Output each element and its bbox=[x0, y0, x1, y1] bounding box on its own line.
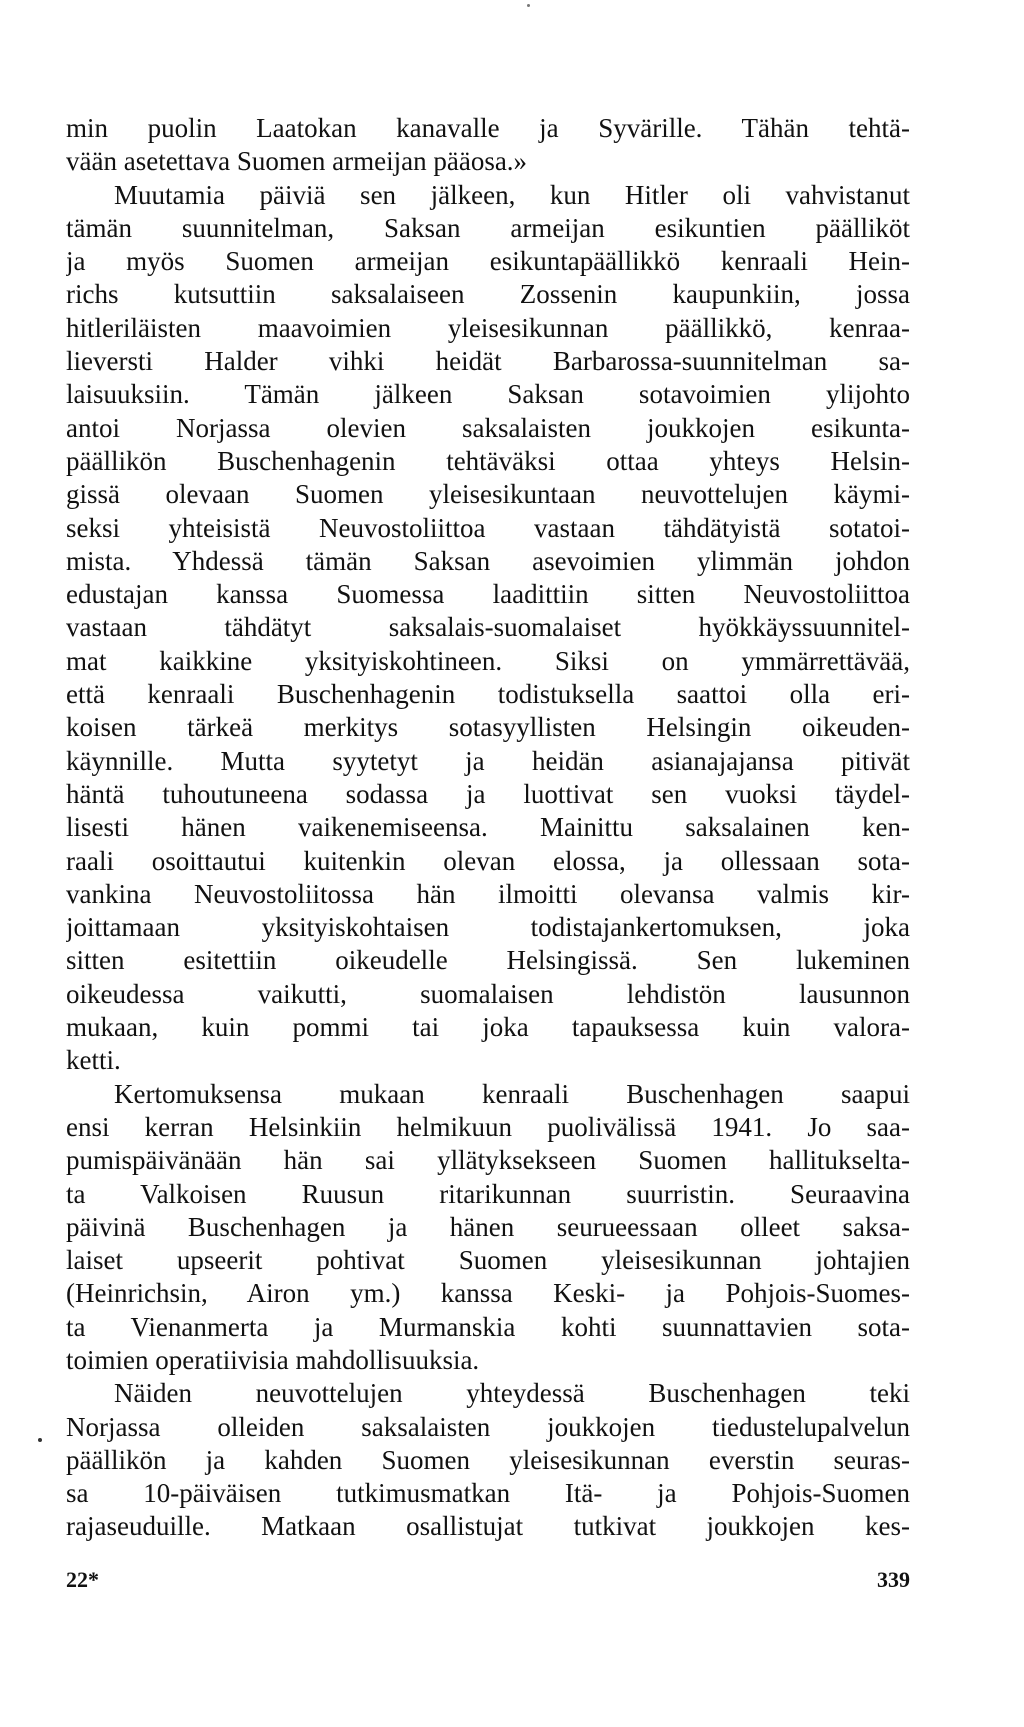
text-line: toimien operatiivisia mahdollisuuksia. bbox=[66, 1344, 480, 1375]
signature-mark: 22* bbox=[66, 1567, 99, 1592]
text-line: vään asetettava Suomen armeijan pääosa.» bbox=[66, 146, 528, 177]
text-line: seksi yhteisistä Neuvostoliittoa vastaan tähdätyistä sotatoi- bbox=[66, 512, 910, 543]
margin-mark bbox=[38, 1438, 42, 1442]
text-line: että kenraali Buschenhagenin todistuksella saattoi olla eri- bbox=[66, 679, 910, 710]
text-line: mista. Yhdessä tämän Saksan asevoimien ylimmän johdon bbox=[66, 545, 910, 576]
text-line: lisesti hänen vaikenemiseensa. Mainittu saksalainen ken- bbox=[66, 812, 910, 843]
page-footer bbox=[66, 1565, 910, 1595]
text-line: antoi Norjassa olevien saksalaisten joukkojen esikunta- bbox=[66, 412, 910, 443]
text-line: hitleriläisten maavoimien yleisesikunnan päällikkö, kenraa- bbox=[66, 312, 910, 343]
text-line: lieversti Halder vihki heidät Barbarossa-suunnitelman sa- bbox=[66, 346, 910, 377]
text-line: gissä olevaan Suomen yleisesikuntaan neuvottelujen käymi- bbox=[66, 479, 910, 510]
text-line: koisen tärkeä merkitys sotasyyllisten Helsingin oikeuden- bbox=[66, 712, 910, 743]
text-line: rajaseuduille. Matkaan osallistujat tutkivat joukkojen kes- bbox=[66, 1511, 910, 1542]
text-line: Näiden neuvottelujen yhteydessä Buschenhagen teki bbox=[114, 1378, 910, 1409]
body-text bbox=[66, 112, 910, 1544]
text-line: edustajan kanssa Suomessa laadittiin sitten Neuvostoliittoa bbox=[66, 579, 910, 610]
text-line: richs kutsuttiin saksalaiseen Zossenin kaupunkiin, jossa bbox=[66, 279, 910, 310]
text-line: (Heinrichsin, Airon ym.) kanssa Keski- ja Pohjois-Suomes- bbox=[66, 1278, 910, 1309]
text-line: min puolin Laatokan kanavalle ja Syvärille. Tähän tehtä- bbox=[66, 113, 910, 143]
page-number: 339 bbox=[877, 1567, 910, 1592]
text-line: päällikön Buschenhagenin tehtäväksi ottaa yhteys Helsin- bbox=[66, 445, 910, 476]
text-line: ja myös Suomen armeijan esikuntapäällikkö kenraali Hein- bbox=[66, 246, 910, 277]
text-line: vastaan tähdätyt saksalais-suomalaiset hyökkäyssuunnitel- bbox=[66, 612, 910, 643]
text-line: laisuuksiin. Tämän jälkeen Saksan sotavoimien ylijohto bbox=[66, 379, 910, 410]
text-line: käynnille. Mutta syytetyt ja heidän asianajajansa pitivät bbox=[66, 745, 910, 776]
text-line: ketti. bbox=[66, 1045, 121, 1076]
scan-speck bbox=[527, 4, 530, 7]
text-line: raali osoittautui kuitenkin olevan elossa, ja ollessaan sota- bbox=[66, 845, 910, 876]
text-line: mukaan, kuin pommi tai joka tapauksessa kuin valora- bbox=[66, 1012, 910, 1043]
text-line: häntä tuhoutuneena sodassa ja luottivat sen vuoksi täydel- bbox=[66, 778, 910, 809]
text-line: laiset upseerit pohtivat Suomen yleisesikunnan johtajien bbox=[66, 1245, 910, 1276]
text-line: pumispäivänään hän sai yllätyksekseen Suomen hallitukselta- bbox=[66, 1145, 910, 1176]
text-line: vankina Neuvostoliitossa hän ilmoitti olevansa valmis kir- bbox=[66, 878, 910, 909]
text-line: Norjassa olleiden saksalaisten joukkojen tiedustelupalvelun bbox=[66, 1411, 910, 1442]
text-line: päivinä Buschenhagen ja hänen seurueessaan olleet saksa- bbox=[66, 1211, 910, 1242]
text-line: Kertomuksensa mukaan kenraali Buschenhagen saapui bbox=[114, 1078, 910, 1109]
text-line: sa 10-päiväisen tutkimusmatkan Itä- ja Pohjois-Suomen bbox=[66, 1478, 910, 1509]
text-line: ensi kerran Helsinkiin helmikuun puolivälissä 1941. Jo saa- bbox=[66, 1111, 910, 1142]
text-line: ta Valkoisen Ruusun ritarikunnan suurristin. Seuraavina bbox=[66, 1178, 910, 1209]
text-line: päällikön ja kahden Suomen yleisesikunnan everstin seuras- bbox=[66, 1444, 910, 1475]
text-line: ta Vienanmerta ja Murmanskia kohti suunnattavien sota- bbox=[66, 1311, 910, 1342]
text-line: oikeudessa vaikutti, suomalaisen lehdistön lausunnon bbox=[66, 978, 910, 1009]
text-line: tämän suunnitelman, Saksan armeijan esikuntien päälliköt bbox=[66, 212, 910, 243]
text-line: Muutamia päiviä sen jälkeen, kun Hitler oli vahvistanut bbox=[114, 179, 910, 210]
text-line: sitten esitettiin oikeudelle Helsingissä. Sen lukeminen bbox=[66, 945, 910, 976]
text-line: mat kaikkine yksityiskohtineen. Siksi on ymmärrettävää, bbox=[66, 645, 910, 676]
text-line: joittamaan yksityiskohtaisen todistajankertomuksen, joka bbox=[66, 912, 910, 943]
